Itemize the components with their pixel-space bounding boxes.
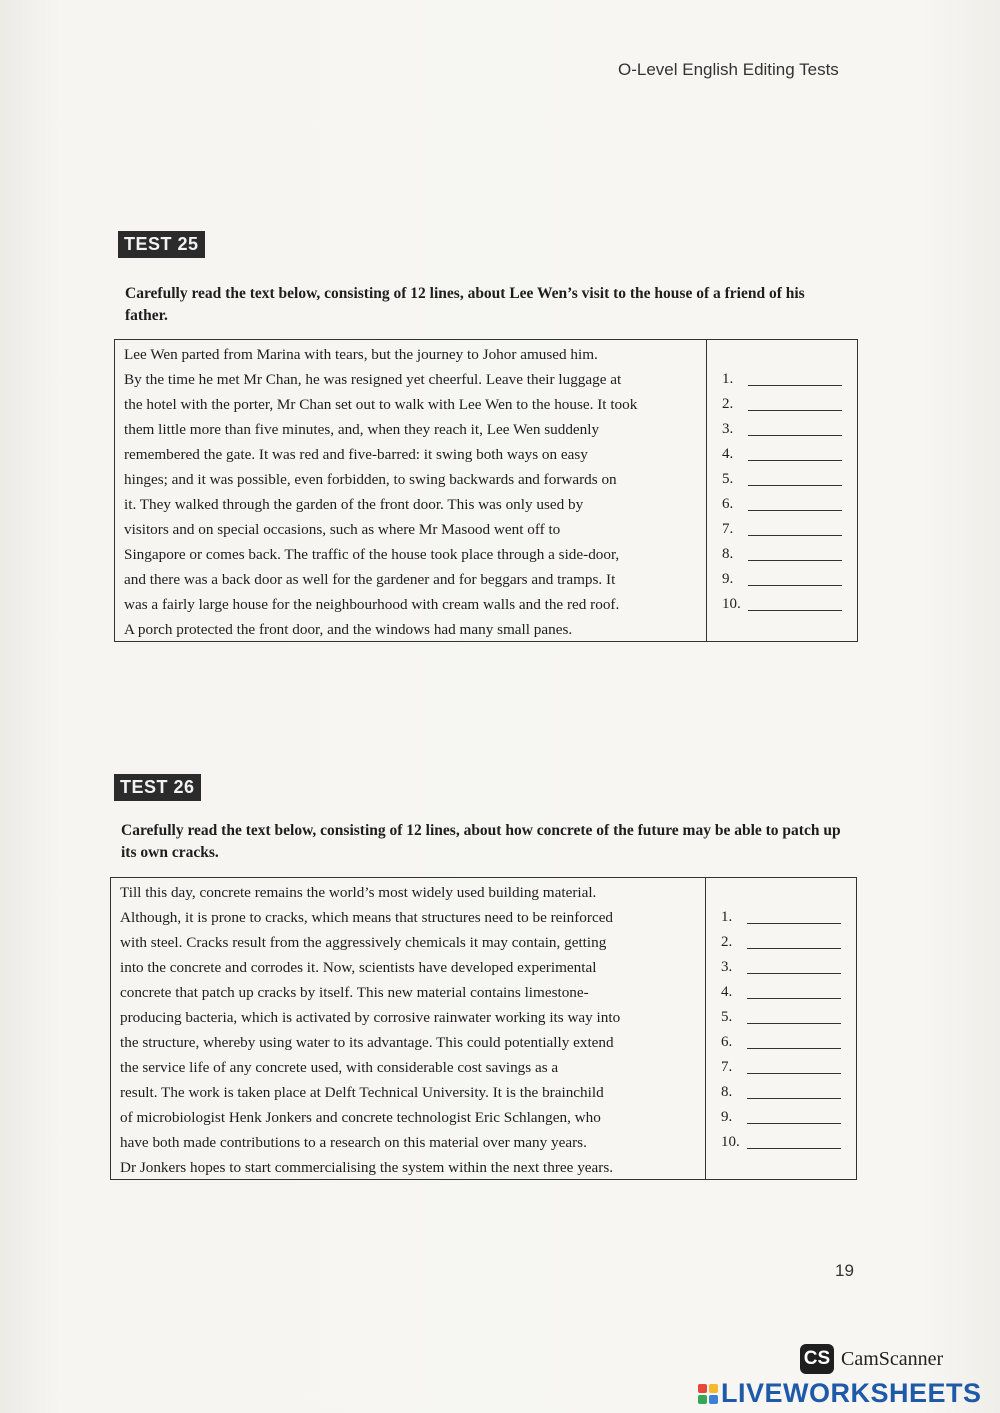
answer-blank[interactable] (747, 1098, 841, 1099)
passage-line: remembered the gate. It was red and five-barred: it swing both ways on easy (124, 446, 588, 463)
liveworksheets-watermark (698, 1378, 982, 1409)
running-header: O-Level English Editing Tests (618, 60, 839, 79)
passage-line: into the concrete and corrodes it. Now, scientists have developed experimental (120, 959, 597, 976)
answer-row (706, 930, 856, 955)
passage-line: By the time he met Mr Chan, he was resigned yet cheerful. Leave their luggage at (124, 371, 622, 388)
passage-line: with steel. Cracks result from the aggressively chemicals it may contain, getting (120, 934, 607, 951)
test-25-answer-column (707, 340, 857, 641)
passage-line: of microbiologist Henk Jonkers and concrete technologist Eric Schlangen, who (120, 1109, 601, 1126)
answer-row (706, 980, 856, 1005)
answer-number: 8. (721, 1084, 733, 1100)
answer-row (707, 442, 857, 467)
answer-row (707, 392, 857, 417)
answer-row (706, 955, 856, 980)
answer-blank[interactable] (747, 1148, 841, 1149)
liveworksheets-text: LIVEWORKSHEETS (721, 1378, 982, 1408)
answer-blank[interactable] (747, 973, 841, 974)
test-25-box (114, 339, 858, 642)
answer-blank[interactable] (748, 610, 842, 611)
test-26-instructions: Carefully read the text below, consisting of 12 lines, about how concrete of the future may be able to patch up its own cracks. (121, 822, 841, 861)
passage-line: have both made contributions to a research on this material over many years. (120, 1134, 587, 1151)
answer-row (707, 517, 857, 542)
answer-number: 5. (721, 1009, 733, 1025)
answer-number: 2. (722, 396, 734, 412)
answer-blank[interactable] (747, 923, 841, 924)
answer-row (707, 417, 857, 442)
answer-number: 10. (722, 596, 741, 612)
answer-number: 10. (721, 1134, 740, 1150)
camscanner-logo-icon: CS (800, 1344, 834, 1374)
answer-blank[interactable] (747, 1073, 841, 1074)
passage-line: Lee Wen parted from Marina with tears, but the journey to Johor amused him. (124, 346, 598, 363)
answer-row (707, 467, 857, 492)
passage-line: the service life of any concrete used, with considerable cost savings as a (120, 1059, 559, 1076)
answer-number: 6. (721, 1034, 733, 1050)
answer-row (706, 905, 856, 930)
answer-number: 9. (722, 571, 734, 587)
test-26-answer-column (706, 878, 856, 1179)
passage-line: result. The work is taken place at Delft Technical University. It is the brainchild (120, 1084, 604, 1101)
answer-blank[interactable] (748, 535, 842, 536)
answer-blank[interactable] (748, 560, 842, 561)
answer-row (707, 542, 857, 567)
answer-row (706, 1030, 856, 1055)
answer-blank[interactable] (747, 948, 841, 949)
answer-number: 7. (721, 1059, 733, 1075)
answer-blank[interactable] (748, 510, 842, 511)
passage-line: concrete that patch up cracks by itself. This new material contains limestone- (120, 984, 589, 1001)
answer-row (707, 492, 857, 517)
answer-row (706, 1080, 856, 1105)
answer-row (707, 592, 857, 617)
answer-number: 6. (722, 496, 734, 512)
test-26-label: TEST 26 (114, 774, 201, 801)
passage-line: Dr Jonkers hopes to start commercialising the system within the next three years. (120, 1159, 614, 1176)
test-26-passage (111, 878, 706, 1179)
passage-line: the hotel with the porter, Mr Chan set out to walk with Lee Wen to the house. It took (124, 396, 638, 413)
camscanner-badge (800, 1344, 943, 1374)
answer-blank[interactable] (748, 410, 842, 411)
answer-number: 1. (721, 909, 733, 925)
answer-number: 4. (721, 984, 733, 1000)
answer-row (707, 567, 857, 592)
passage-line: A porch protected the front door, and the windows had many small panes. (124, 621, 573, 638)
answer-number: 4. (722, 446, 734, 462)
answer-row (706, 1005, 856, 1030)
passage-line: was a fairly large house for the neighbourhood with cream walls and the red roof. (124, 596, 620, 613)
passage-line: the structure, whereby using water to its advantage. This could potentially extend (120, 1034, 614, 1051)
answer-blank[interactable] (748, 435, 842, 436)
passage-line: Till this day, concrete remains the world’s most widely used building material. (120, 884, 597, 901)
page-number: 19 (835, 1261, 854, 1280)
answer-blank[interactable] (748, 385, 842, 386)
answer-number: 2. (721, 934, 733, 950)
answer-blank[interactable] (748, 585, 842, 586)
passage-line: hinges; and it was possible, even forbidden, to swing backwards and forwards on (124, 471, 617, 488)
passage-line: and there was a back door as well for the gardener and for beggars and tramps. It (124, 571, 616, 588)
answer-number: 3. (722, 421, 734, 437)
test-26-box (110, 877, 857, 1180)
answer-blank[interactable] (747, 998, 841, 999)
answer-blank[interactable] (747, 1023, 841, 1024)
answer-blank[interactable] (748, 460, 842, 461)
answer-number: 1. (722, 371, 734, 387)
answer-blank[interactable] (748, 485, 842, 486)
answer-blank[interactable] (747, 1048, 841, 1049)
camscanner-name: CamScanner (841, 1347, 944, 1370)
test-25-label: TEST 25 (118, 231, 205, 258)
passage-line: Singapore or comes back. The traffic of the house took place through a side-door, (124, 546, 620, 563)
passage-line: it. They walked through the garden of the front door. This was only used by (124, 496, 584, 513)
answer-number: 7. (722, 521, 734, 537)
passage-line: producing bacteria, which is activated by corrosive rainwater working its way into (120, 1009, 621, 1026)
answer-row (706, 1105, 856, 1130)
passage-line: Although, it is prone to cracks, which means that structures need to be reinforced (120, 909, 614, 926)
answer-number: 5. (722, 471, 734, 487)
answer-number: 3. (721, 959, 733, 975)
answer-row (707, 367, 857, 392)
answer-number: 9. (721, 1109, 733, 1125)
answer-row (706, 1130, 856, 1155)
answer-row (706, 1055, 856, 1080)
passage-line: visitors and on special occasions, such as where Mr Masood went off to (124, 521, 561, 538)
passage-line: them little more than five minutes, and, when they reach it, Lee Wen suddenly (124, 421, 600, 438)
answer-blank[interactable] (747, 1123, 841, 1124)
test-25-instructions: Carefully read the text below, consisting of 12 lines, about Lee Wen’s visit to the house of a friend of his father. (125, 285, 805, 324)
answer-number: 8. (722, 546, 734, 562)
liveworksheets-logo-icon (698, 1384, 718, 1404)
test-25-passage (115, 340, 707, 641)
